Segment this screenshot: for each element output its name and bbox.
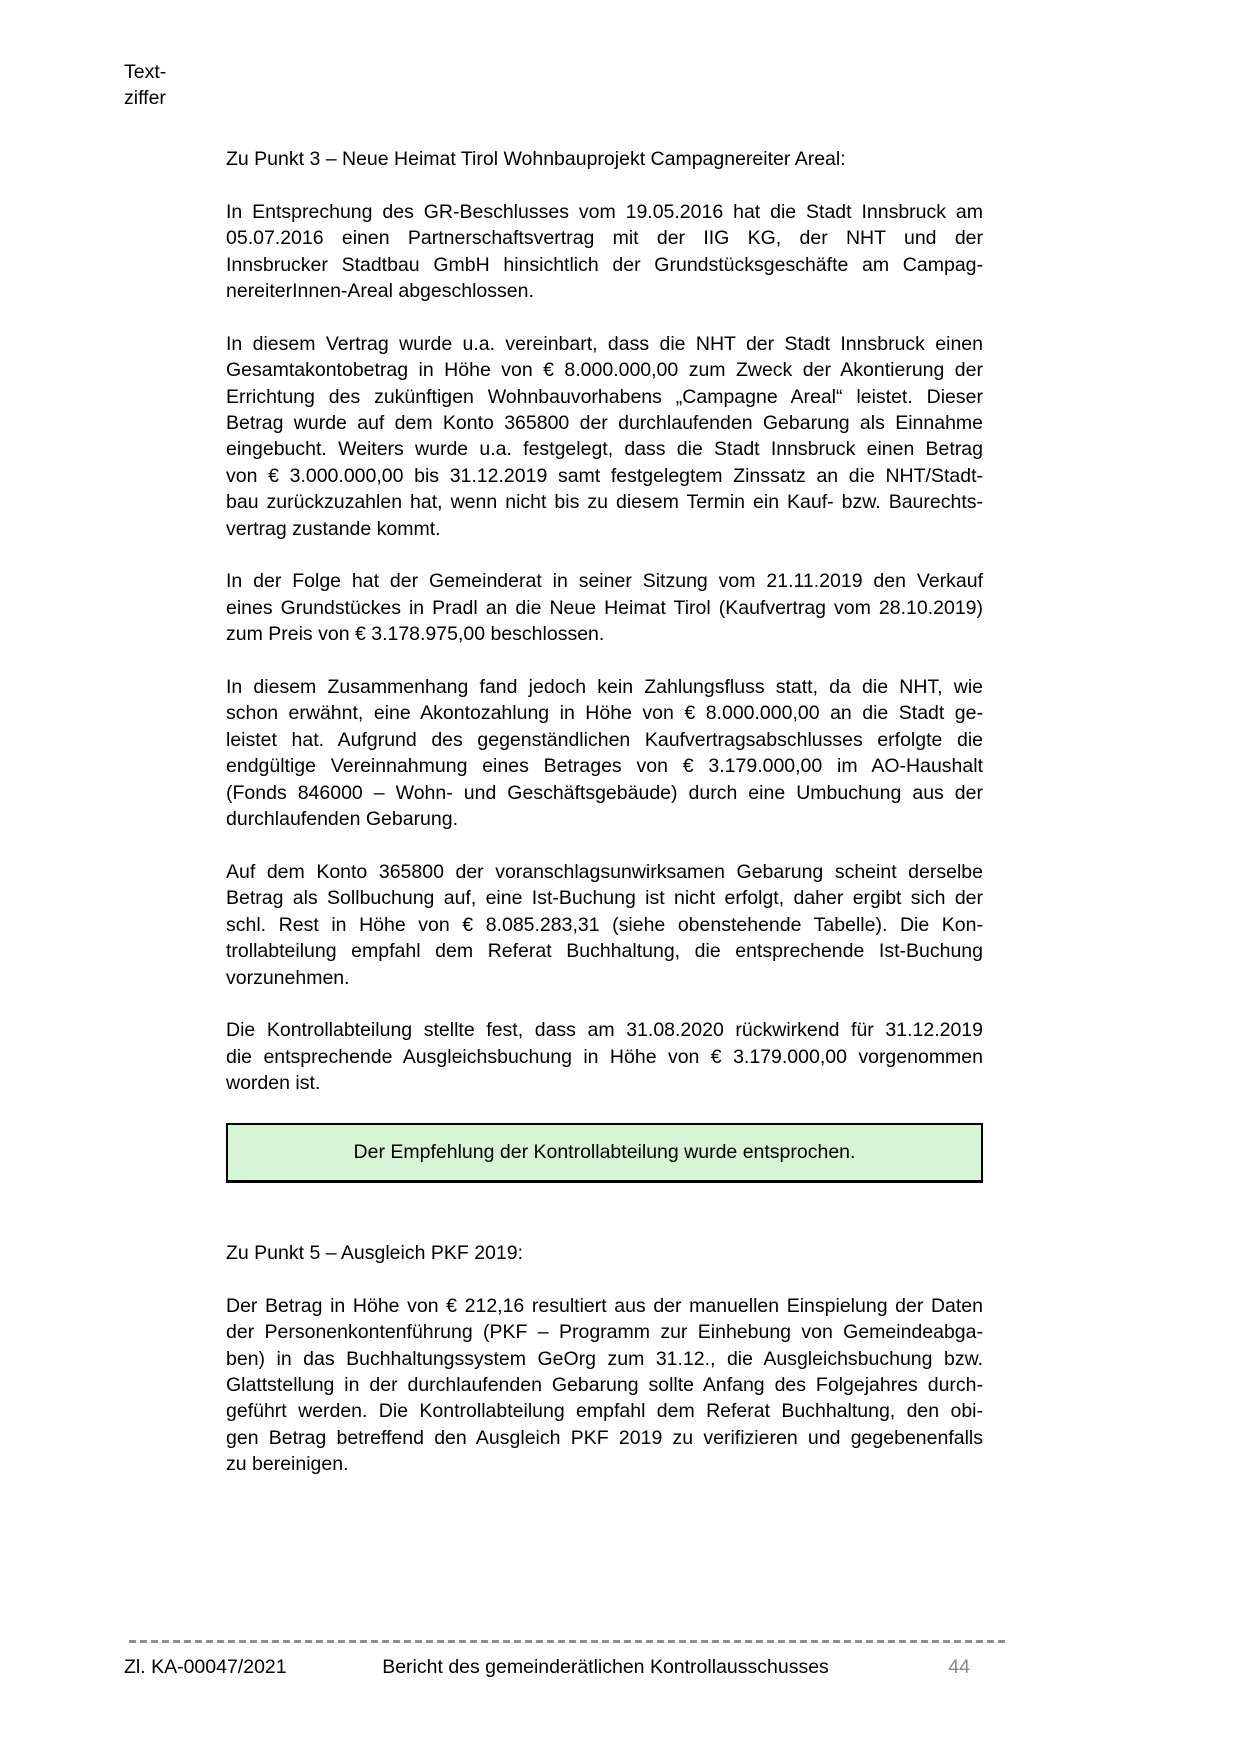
page-footer bbox=[0, 1654, 1241, 1684]
text-line: bau zurückzuzahlen hat, wenn nicht bis zu diesem Termin ein Kauf- bzw. Baurechts- bbox=[226, 491, 983, 514]
body-paragraph bbox=[226, 1017, 983, 1096]
text-line: die entsprechende Ausgleichsbuchung in Höhe von € 3.179.000,00 vorgenommen bbox=[226, 1045, 983, 1068]
text-line: schon erwähnt, eine Akontozahlung in Höhe von € 8.000.000,00 an die Stadt ge- bbox=[226, 702, 983, 725]
footer-title: Bericht des gemeinderätlichen Kontrollausschusses bbox=[382, 1656, 829, 1678]
text-line: Innsbrucker Stadtbau GmbH hinsichtlich der Grundstücksgeschäfte am Campag- bbox=[226, 253, 983, 276]
text-line: Gesamtakontobetrag in Höhe von € 8.000.000,00 zum Zweck der Akontierung der bbox=[226, 359, 983, 382]
text-line: der Personenkontenführung (PKF – Programm zur Einhebung von Gemeindeabga- bbox=[226, 1321, 983, 1344]
text-line: In diesem Zusammenhang fand jedoch kein Zahlungsfluss statt, da die NHT, wie bbox=[226, 676, 983, 699]
text-line: 05.07.2016 einen Partnerschaftsvertrag mit der IIG KG, der NHT und der bbox=[226, 227, 983, 250]
body-paragraph bbox=[226, 331, 983, 542]
text-line: geführt werden. Die Kontrollabteilung empfahl dem Referat Buchhaltung, den obi- bbox=[226, 1400, 983, 1423]
text-line: Errichtung des zukünftigen Wohnbauvorhabens „Campagne Areal“ leistet. Dieser bbox=[226, 385, 983, 408]
text-line: schl. Rest in Höhe von € 8.085.283,31 (siehe obenstehende Tabelle). Die Kon- bbox=[226, 913, 983, 936]
text-line: Betrag wurde auf dem Konto 365800 der durchlaufenden Gebarung als Einnahme bbox=[226, 412, 983, 435]
text-line: leistet hat. Aufgrund des gegenständlichen Kaufvertragsabschlusses erfolgte die bbox=[226, 728, 983, 751]
body-paragraph bbox=[226, 568, 983, 647]
text-line: Der Betrag in Höhe von € 212,16 resultiert aus der manuellen Einspielung der Daten bbox=[226, 1294, 983, 1317]
text-line: gen Betrag betreffend den Ausgleich PKF 2019 zu verifizieren und gegebenenfalls bbox=[226, 1426, 983, 1449]
text-line: Betrag als Sollbuchung auf, eine Ist-Buchung ist nicht erfolgt, daher ergibt sich der bbox=[226, 887, 983, 910]
text-line: endgültige Vereinnahmung eines Betrages von € 3.179.000,00 im AO-Haushalt bbox=[226, 755, 983, 778]
text-line: von € 3.000.000,00 bis 31.12.2019 samt festgelegtem Zinssatz an die NHT/Stadt- bbox=[226, 464, 983, 487]
text-line: zum Preis von € 3.178.975,00 beschlossen. bbox=[226, 623, 605, 646]
text-line: (Fonds 846000 – Wohn- und Geschäftsgebäude) durch eine Umbuchung aus der bbox=[226, 781, 983, 804]
footer-divider bbox=[129, 1640, 1007, 1643]
text-line: Auf dem Konto 365800 der voranschlagsunwirksamen Gebarung scheint derselbe bbox=[226, 860, 983, 883]
body-paragraph bbox=[226, 859, 983, 991]
text-line: Glattstellung in der durchlaufenden Gebarung sollte Anfang des Folgejahres durch- bbox=[226, 1373, 983, 1396]
text-line: zu bereinigen. bbox=[226, 1453, 349, 1476]
text-line: eines Grundstückes in Pradl an die Neue Heimat Tirol (Kaufvertrag vom 28.10.2019) bbox=[226, 596, 983, 619]
margin-label-line: Text- bbox=[124, 61, 167, 83]
body-paragraph bbox=[226, 674, 983, 832]
margin-label-textziffer bbox=[124, 59, 166, 112]
footer-reference: Zl. KA-00047/2021 bbox=[124, 1656, 287, 1678]
footer-page-number: 44 bbox=[948, 1656, 970, 1678]
text-line: nereiterInnen-Areal abgeschlossen. bbox=[226, 280, 534, 303]
text-line: In diesem Vertrag wurde u.a. vereinbart, dass die NHT der Stadt Innsbruck einen bbox=[226, 332, 983, 355]
text-line: ben) in das Buchhaltungssystem GeOrg zum 31.12., die Ausgleichsbuchung bzw. bbox=[226, 1347, 983, 1370]
text-line: durchlaufenden Gebarung. bbox=[226, 808, 459, 831]
text-line: eingebucht. Weiters wurde u.a. festgelegt, dass die Stadt Innsbruck einen Betrag bbox=[226, 438, 983, 461]
body-paragraph bbox=[226, 199, 983, 305]
text-line: worden ist. bbox=[226, 1072, 321, 1095]
text-line: trollabteilung empfahl dem Referat Buchhaltung, die entsprechende Ist-Buchung bbox=[226, 940, 983, 963]
text-line: vorzunehmen. bbox=[226, 966, 350, 989]
text-line: vertrag zustande kommt. bbox=[226, 517, 441, 540]
margin-label-line: ziffer bbox=[124, 87, 166, 110]
section-heading: Zu Punkt 3 – Neue Heimat Tirol Wohnbauprojekt Campagnereiter Areal: bbox=[226, 148, 846, 170]
document-body bbox=[226, 146, 983, 1504]
callout-text: Der Empfehlung der Kontrollabteilung wurde entsprochen. bbox=[353, 1141, 856, 1164]
body-paragraph bbox=[226, 1293, 983, 1478]
text-line: In der Folge hat der Gemeinderat in seiner Sitzung vom 21.11.2019 den Verkauf bbox=[226, 570, 983, 593]
text-line: Die Kontrollabteilung stellte fest, dass am 31.08.2020 rückwirkend für 31.12.2019 bbox=[226, 1019, 983, 1042]
recommendation-callout bbox=[226, 1123, 983, 1183]
section-heading: Zu Punkt 5 – Ausgleich PKF 2019: bbox=[226, 1241, 524, 1264]
text-line: In Entsprechung des GR-Beschlusses vom 19.05.2016 hat die Stadt Innsbruck am bbox=[226, 200, 983, 223]
